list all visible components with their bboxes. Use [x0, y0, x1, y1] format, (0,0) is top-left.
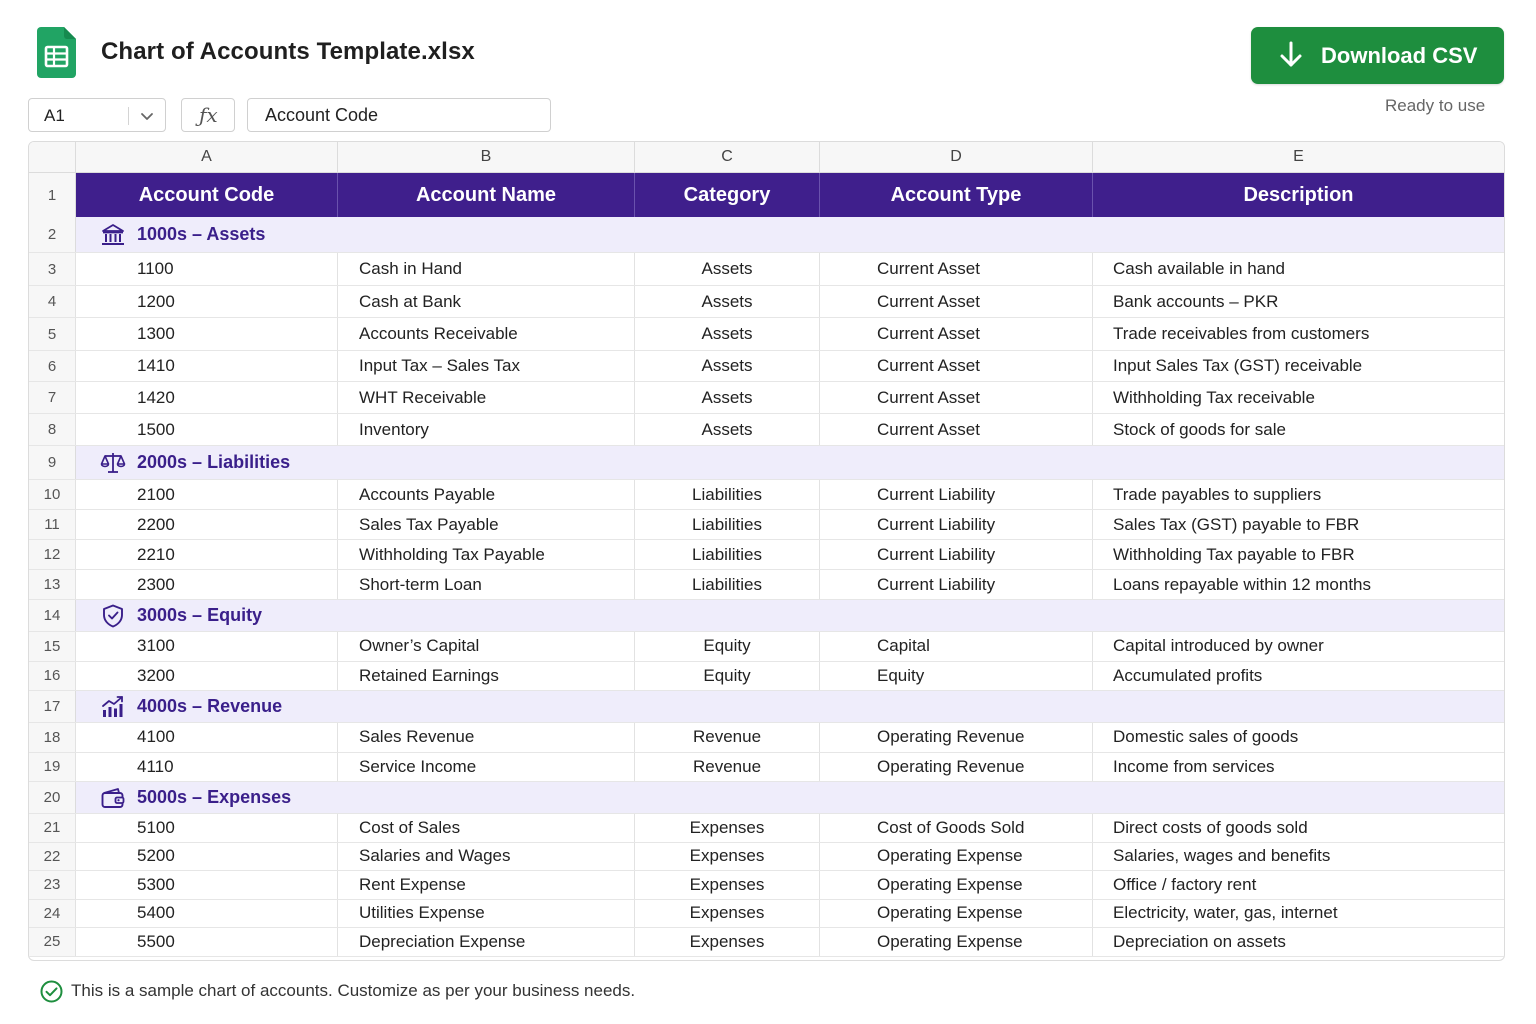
cell-account-type[interactable]: Current Liability — [820, 570, 1093, 599]
table-row — [29, 900, 1504, 929]
cell-description[interactable]: Input Sales Tax (GST) receivable — [1113, 356, 1363, 375]
scales-icon — [100, 450, 126, 476]
table-row — [29, 928, 1504, 957]
row-number[interactable]: 21 — [29, 814, 76, 842]
header-row — [29, 173, 1504, 217]
cell-category[interactable]: Assets — [635, 414, 820, 445]
table-row — [29, 662, 1504, 692]
cell-description[interactable]: Sales Tax (GST) payable to FBR — [1113, 514, 1360, 534]
row-number[interactable]: 20 — [29, 782, 76, 813]
check-circle-icon — [40, 980, 63, 1003]
cell-account-code[interactable]: 4100 — [76, 723, 338, 752]
header-cell-account-name[interactable]: Account Name — [338, 173, 635, 217]
cell-reference: A1 — [44, 106, 65, 125]
cell-account-code[interactable]: 3100 — [76, 632, 338, 661]
table-row — [29, 570, 1504, 600]
cell-account-name[interactable]: Short-term Loan — [338, 570, 635, 599]
name-box-divider — [128, 107, 129, 125]
cell-account-type[interactable]: Operating Expense — [820, 871, 1093, 899]
table-row — [29, 632, 1504, 662]
cell-account-code[interactable]: 5300 — [76, 871, 338, 899]
table-row — [29, 814, 1504, 843]
cell-category[interactable]: Expenses — [635, 843, 820, 871]
footer-note — [40, 978, 635, 1004]
cell-account-name[interactable]: Depreciation Expense — [338, 928, 635, 956]
group-cell[interactable] — [76, 600, 1504, 631]
column-header-d[interactable]: D — [820, 142, 1093, 172]
cell-account-code[interactable]: 5200 — [76, 843, 338, 871]
cell-category[interactable]: Liabilities — [635, 510, 820, 539]
table-row — [29, 540, 1504, 570]
cell-category[interactable]: Expenses — [635, 871, 820, 899]
cell-account-type[interactable]: Current Asset — [820, 351, 1093, 381]
growth-chart-icon — [100, 694, 126, 720]
row-number[interactable]: 11 — [29, 510, 76, 539]
cell-account-name[interactable]: Owner’s Capital — [338, 632, 635, 661]
status-text: Ready to use — [1385, 96, 1486, 115]
cell-account-code[interactable]: 5100 — [76, 814, 338, 842]
cell-account-name[interactable]: Sales Tax Payable — [338, 510, 635, 539]
row-number[interactable]: 12 — [29, 540, 76, 569]
column-header-c[interactable]: C — [635, 142, 820, 172]
row-number[interactable]: 10 — [29, 480, 76, 509]
cell-description[interactable]: Capital introduced by owner — [1113, 636, 1324, 656]
cell-account-type[interactable]: Current Asset — [820, 253, 1093, 285]
cell-category[interactable]: Expenses — [635, 900, 820, 928]
row-number[interactable]: 13 — [29, 570, 76, 599]
cell-account-code[interactable]: 2300 — [76, 570, 338, 599]
group-row — [29, 217, 1504, 253]
cell-account-name[interactable]: Rent Expense — [338, 871, 635, 899]
cell-description[interactable]: Salaries, wages and benefits — [1113, 846, 1331, 866]
group-cell[interactable] — [76, 217, 1504, 252]
table-row — [29, 253, 1504, 286]
cell-account-name[interactable]: Utilities Expense — [338, 900, 635, 928]
select-all-corner[interactable] — [29, 142, 76, 172]
cell-account-code[interactable]: 2210 — [76, 540, 338, 569]
row-number[interactable]: 7 — [29, 382, 76, 413]
cell-category[interactable]: Assets — [635, 318, 820, 350]
group-row — [29, 600, 1504, 632]
cell-account-code[interactable]: 1410 — [76, 351, 338, 381]
cell-account-name[interactable]: Cost of Sales — [338, 814, 635, 842]
cell-description[interactable]: Electricity, water, gas, internet — [1113, 903, 1338, 923]
row-number[interactable]: 23 — [29, 871, 76, 899]
group-label: 2000s – Liabilities — [137, 452, 291, 472]
row-number[interactable]: 4 — [29, 286, 76, 317]
cell-category[interactable]: Assets — [635, 351, 820, 381]
cell-category[interactable]: Assets — [635, 382, 820, 413]
cell-account-type[interactable]: Operating Expense — [820, 900, 1093, 928]
cell-description[interactable]: Loans repayable within 12 months — [1113, 574, 1371, 594]
cell-account-type[interactable]: Current Asset — [820, 318, 1093, 350]
group-cell[interactable] — [76, 446, 1504, 479]
table-row — [29, 318, 1504, 351]
cell-account-type[interactable]: Current Liability — [820, 540, 1093, 569]
cell-account-code[interactable]: 1420 — [76, 382, 338, 413]
cell-category[interactable]: Assets — [635, 253, 820, 285]
cell-category[interactable]: Revenue — [635, 723, 820, 752]
cell-category[interactable]: Expenses — [635, 928, 820, 956]
cell-account-code[interactable]: 1300 — [76, 318, 338, 350]
row-number[interactable]: 9 — [29, 446, 76, 479]
row-number[interactable]: 22 — [29, 843, 76, 871]
group-label: 5000s – Expenses — [137, 787, 292, 807]
row-number[interactable]: 14 — [29, 600, 76, 631]
spreadsheet-grid[interactable] — [28, 141, 1505, 961]
cell-description[interactable]: Cash available in hand — [1113, 259, 1286, 278]
header-cell-account-code[interactable]: Account Code — [76, 173, 338, 217]
cell-account-code[interactable]: 5400 — [76, 900, 338, 928]
cell-description[interactable]: Trade receivables from customers — [1113, 324, 1370, 343]
footer-text: This is a sample chart of accounts. Customize as per your business needs. — [71, 981, 636, 1000]
table-row — [29, 871, 1504, 900]
group-row — [29, 691, 1504, 723]
cell-account-name[interactable]: Service Income — [338, 753, 635, 782]
table-row — [29, 286, 1504, 318]
cell-account-code[interactable]: 2100 — [76, 480, 338, 509]
row-number[interactable]: 25 — [29, 928, 76, 956]
download-csv-button[interactable] — [1251, 27, 1504, 84]
cell-account-name[interactable]: Withholding Tax Payable — [338, 540, 635, 569]
cell-description[interactable]: Trade payables to suppliers — [1113, 484, 1322, 504]
cell-description[interactable]: Bank accounts – PKR — [1113, 291, 1279, 311]
row-number[interactable]: 17 — [29, 691, 76, 722]
cell-account-type[interactable]: Operating Revenue — [820, 723, 1093, 752]
cell-account-type[interactable]: Current Asset — [820, 286, 1093, 317]
column-header-b[interactable]: B — [338, 142, 635, 172]
cell-account-name[interactable]: Sales Revenue — [338, 723, 635, 752]
table-row — [29, 414, 1504, 446]
table-row — [29, 351, 1504, 382]
cell-account-type[interactable]: Operating Revenue — [820, 753, 1093, 782]
formula-input[interactable] — [247, 98, 551, 132]
cell-account-code[interactable]: 5500 — [76, 928, 338, 956]
cell-account-code[interactable]: 1200 — [76, 286, 338, 317]
cell-account-code[interactable]: 2200 — [76, 510, 338, 539]
cell-account-type[interactable]: Capital — [820, 632, 1093, 661]
row-number[interactable]: 1 — [29, 173, 76, 217]
sheets-file-icon — [37, 27, 76, 78]
cell-category[interactable]: Liabilities — [635, 570, 820, 599]
cell-account-name[interactable]: Input Tax – Sales Tax — [338, 351, 635, 381]
cell-category[interactable]: Equity — [635, 632, 820, 661]
header-cell-account-type[interactable]: Account Type — [820, 173, 1093, 217]
table-row — [29, 723, 1504, 753]
cell-account-name[interactable]: Accounts Receivable — [338, 318, 635, 350]
cell-description[interactable]: Stock of goods for sale — [1113, 419, 1286, 439]
cell-description[interactable]: Direct costs of goods sold — [1113, 817, 1308, 837]
group-cell[interactable] — [76, 691, 1504, 722]
table-row — [29, 480, 1504, 510]
row-number[interactable]: 19 — [29, 753, 76, 782]
cell-category[interactable]: Revenue — [635, 753, 820, 782]
row-number[interactable]: 15 — [29, 632, 76, 661]
cell-category[interactable]: Equity — [635, 662, 820, 691]
cell-account-type[interactable]: Current Asset — [820, 382, 1093, 413]
column-header-e[interactable]: E — [1293, 148, 1304, 165]
file-title: Chart of Accounts Template.xlsx — [101, 38, 475, 65]
bank-icon — [100, 222, 126, 248]
group-label: 1000s – Assets — [137, 224, 266, 244]
header-cell-category[interactable]: Category — [635, 173, 820, 217]
cell-account-code[interactable]: 4110 — [76, 753, 338, 782]
cell-description[interactable]: Office / factory rent — [1113, 874, 1257, 894]
cell-account-type[interactable]: Current Liability — [820, 480, 1093, 509]
fx-icon: ƒx — [199, 103, 218, 127]
cell-description[interactable]: Income from services — [1113, 756, 1275, 776]
cell-category[interactable]: Expenses — [635, 814, 820, 842]
table-row — [29, 753, 1504, 783]
chevron-down-icon[interactable] — [139, 108, 155, 124]
cell-description[interactable]: Depreciation on assets — [1113, 931, 1286, 951]
cell-account-name[interactable]: Accounts Payable — [338, 480, 635, 509]
cell-account-type[interactable]: Current Asset — [820, 414, 1093, 445]
header-cell-description[interactable]: Description — [1093, 173, 1504, 217]
cell-description[interactable]: Domestic sales of goods — [1113, 727, 1299, 747]
cell-description[interactable]: Accumulated profits — [1113, 665, 1263, 685]
group-row — [29, 782, 1504, 814]
row-number[interactable]: 6 — [29, 351, 76, 381]
cell-account-name[interactable]: Retained Earnings — [338, 662, 635, 691]
group-cell[interactable] — [76, 782, 1504, 813]
group-row — [29, 446, 1504, 480]
column-header-a[interactable]: A — [76, 142, 338, 172]
column-header-row — [29, 142, 1504, 173]
cell-account-code[interactable]: 1500 — [76, 414, 338, 445]
cell-description[interactable]: Withholding Tax payable to FBR — [1113, 544, 1355, 564]
cell-account-type[interactable]: Operating Expense — [820, 843, 1093, 871]
row-number[interactable]: 18 — [29, 723, 76, 752]
cell-account-name[interactable]: Salaries and Wages — [338, 843, 635, 871]
cell-account-name[interactable]: WHT Receivable — [338, 382, 635, 413]
row-number[interactable]: 5 — [29, 318, 76, 350]
cell-account-type[interactable]: Operating Expense — [820, 928, 1093, 956]
cell-account-type[interactable]: Current Liability — [820, 510, 1093, 539]
table-row — [29, 382, 1504, 414]
cell-description[interactable]: Withholding Tax receivable — [1113, 387, 1315, 407]
name-box[interactable] — [28, 98, 166, 132]
cell-account-type[interactable]: Equity — [820, 662, 1093, 691]
row-number[interactable]: 8 — [29, 414, 76, 445]
group-label: 3000s – Equity — [137, 605, 263, 625]
function-button[interactable] — [181, 98, 235, 132]
shield-icon — [100, 603, 126, 629]
cell-category[interactable]: Liabilities — [635, 540, 820, 569]
download-csv-label: Download CSV — [1321, 43, 1478, 68]
wallet-icon — [100, 785, 126, 811]
cell-category[interactable]: Assets — [635, 286, 820, 317]
row-number[interactable]: 24 — [29, 900, 76, 928]
download-arrow-icon — [1277, 41, 1305, 69]
cell-account-name[interactable]: Cash at Bank — [338, 286, 635, 317]
row-number[interactable]: 2 — [29, 217, 76, 252]
row-number[interactable]: 16 — [29, 662, 76, 691]
row-number[interactable]: 3 — [29, 253, 76, 285]
cell-account-name[interactable]: Cash in Hand — [338, 253, 635, 285]
group-label: 4000s – Revenue — [137, 696, 283, 716]
cell-account-code[interactable]: 3200 — [76, 662, 338, 691]
table-row — [29, 510, 1504, 540]
cell-account-type[interactable]: Cost of Goods Sold — [820, 814, 1093, 842]
table-row — [29, 843, 1504, 872]
cell-category[interactable]: Liabilities — [635, 480, 820, 509]
cell-account-code[interactable]: 1100 — [76, 253, 338, 285]
cell-account-name[interactable]: Inventory — [338, 414, 635, 445]
